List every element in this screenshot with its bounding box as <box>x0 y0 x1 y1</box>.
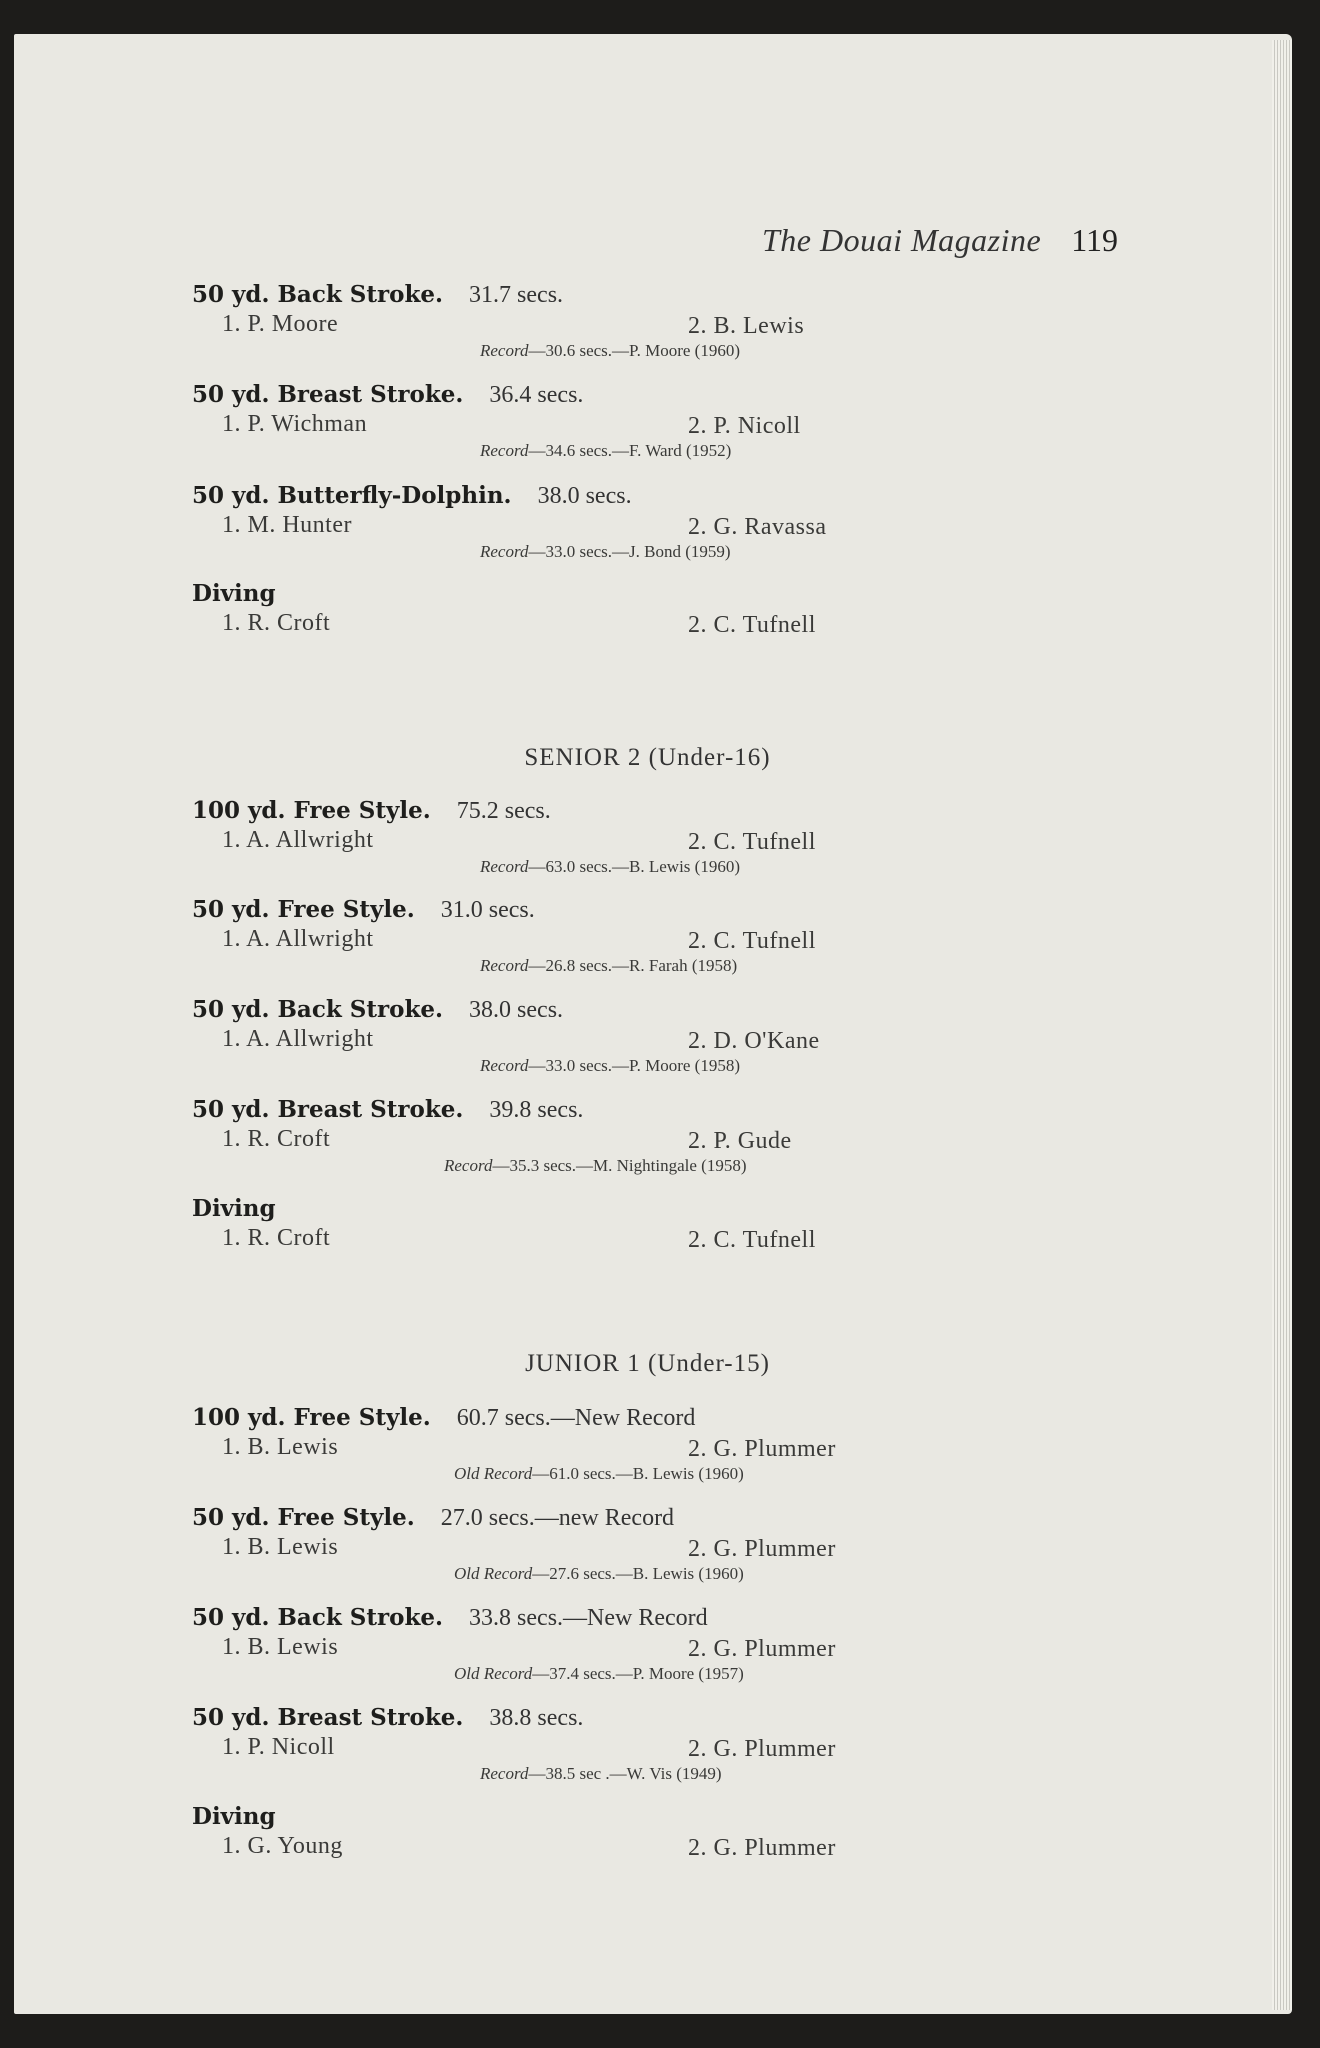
event-title: Diving <box>192 580 276 607</box>
event-title: 100 yd. Free Style. <box>192 1404 431 1431</box>
event-time: 38.0 secs. <box>537 483 632 509</box>
event-back-stroke <box>192 281 872 361</box>
event-breast-stroke <box>192 1096 872 1176</box>
second-place: 2. P. Nicoll <box>688 413 801 439</box>
event-title: 50 yd. Free Style. <box>192 896 415 923</box>
second-place: 2. G. Plummer <box>688 1736 836 1762</box>
event-back-stroke <box>192 1604 872 1684</box>
event-back-stroke <box>192 996 872 1076</box>
second-place: 2. C. Tufnell <box>688 928 816 954</box>
event-time: 31.7 secs. <box>469 282 564 308</box>
first-place: 1. R. Croft <box>222 610 331 636</box>
event-title: 50 yd. Back Stroke. <box>192 281 444 308</box>
first-place: 1. P. Wichman <box>222 411 368 437</box>
event-time: 33.8 secs.—New Record <box>469 1605 708 1631</box>
record-line: Record—38.5 sec .—W. Vis (1949) <box>480 1764 722 1783</box>
record-line: Old Record—27.6 secs.—B. Lewis (1960) <box>454 1564 744 1583</box>
first-place: 1. M. Hunter <box>222 512 352 538</box>
record-line: Old Record—37.4 secs.—P. Moore (1957) <box>454 1664 744 1683</box>
event-free-style-100 <box>192 797 872 877</box>
second-place: 2. G. Plummer <box>688 1636 836 1662</box>
event-butterfly <box>192 482 872 562</box>
event-title: 50 yd. Back Stroke. <box>192 1604 444 1631</box>
event-diving <box>192 1195 872 1251</box>
second-place: 2. C. Tufnell <box>688 1227 816 1253</box>
first-place: 1. R. Croft <box>222 1225 331 1251</box>
first-place: 1. B. Lewis <box>222 1534 339 1560</box>
second-place: 2. D. O'Kane <box>688 1028 820 1054</box>
event-title: 50 yd. Free Style. <box>192 1504 415 1531</box>
second-place: 2. B. Lewis <box>688 313 805 339</box>
record-line: Record—33.0 secs.—J. Bond (1959) <box>480 542 731 561</box>
first-place: 1. B. Lewis <box>222 1434 339 1460</box>
record-line: Record—34.6 secs.—F. Ward (1952) <box>480 441 732 460</box>
event-diving <box>192 580 872 636</box>
event-title: 50 yd. Butterfly-Dolphin. <box>192 482 512 509</box>
event-time: 31.0 secs. <box>440 897 535 923</box>
event-time: 38.8 secs. <box>489 1705 584 1731</box>
event-diving <box>192 1803 872 1859</box>
record-line: Record—33.0 secs.—P. Moore (1958) <box>480 1056 741 1075</box>
event-time: 60.7 secs.—New Record <box>456 1405 696 1431</box>
first-place: 1. A. Allwright <box>222 1026 374 1052</box>
record-line: Record—30.6 secs.—P. Moore (1960) <box>480 341 741 360</box>
event-title: 50 yd. Back Stroke. <box>192 996 444 1023</box>
event-title: 100 yd. Free Style. <box>192 797 431 824</box>
page-edges <box>1272 40 1292 2010</box>
record-line: Record—35.3 secs.—M. Nightingale (1958) <box>444 1156 747 1175</box>
event-title: Diving <box>192 1195 276 1222</box>
event-title: 50 yd. Breast Stroke. <box>192 381 464 408</box>
event-time: 39.8 secs. <box>489 1097 584 1123</box>
event-breast-stroke <box>192 1704 872 1784</box>
record-line: Record—63.0 secs.—B. Lewis (1960) <box>480 857 740 876</box>
second-place: 2. C. Tufnell <box>688 829 816 855</box>
event-title: 50 yd. Breast Stroke. <box>192 1096 464 1123</box>
event-time: 75.2 secs. <box>456 798 551 824</box>
section-heading-junior1: JUNIOR 1 (Under-15) <box>525 1350 770 1377</box>
event-time: 27.0 secs.—new Record <box>440 1505 675 1531</box>
second-place: 2. G. Plummer <box>688 1835 836 1861</box>
record-line: Old Record—61.0 secs.—B. Lewis (1960) <box>454 1464 744 1483</box>
second-place: 2. C. Tufnell <box>688 612 816 638</box>
first-place: 1. R. Croft <box>222 1126 331 1152</box>
record-line: Record—26.8 secs.—R. Farah (1958) <box>480 956 738 975</box>
magazine-title: The Douai Magazine <box>761 222 1042 258</box>
second-place: 2. G. Plummer <box>688 1536 836 1562</box>
first-place: 1. P. Moore <box>222 311 339 337</box>
event-free-style-100 <box>192 1404 872 1484</box>
first-place: 1. A. Allwright <box>222 926 374 952</box>
first-place: 1. A. Allwright <box>222 827 374 853</box>
first-place: 1. G. Young <box>222 1833 343 1859</box>
first-place: 1. B. Lewis <box>222 1634 339 1660</box>
second-place: 2. G. Plummer <box>688 1436 836 1462</box>
event-title: 50 yd. Breast Stroke. <box>192 1704 464 1731</box>
event-time: 36.4 secs. <box>489 382 584 408</box>
second-place: 2. G. Ravassa <box>688 514 827 540</box>
event-title: Diving <box>192 1803 276 1830</box>
second-place: 2. P. Gude <box>688 1128 792 1154</box>
running-header <box>0 222 1118 259</box>
event-time: 38.0 secs. <box>469 997 564 1023</box>
first-place: 1. P. Nicoll <box>222 1734 335 1760</box>
section-heading-senior2: SENIOR 2 (Under-16) <box>524 744 771 771</box>
page-number: 119 <box>1071 222 1118 258</box>
event-free-style-50 <box>192 1504 872 1584</box>
event-free-style-50 <box>192 896 872 976</box>
event-breast-stroke <box>192 381 872 461</box>
